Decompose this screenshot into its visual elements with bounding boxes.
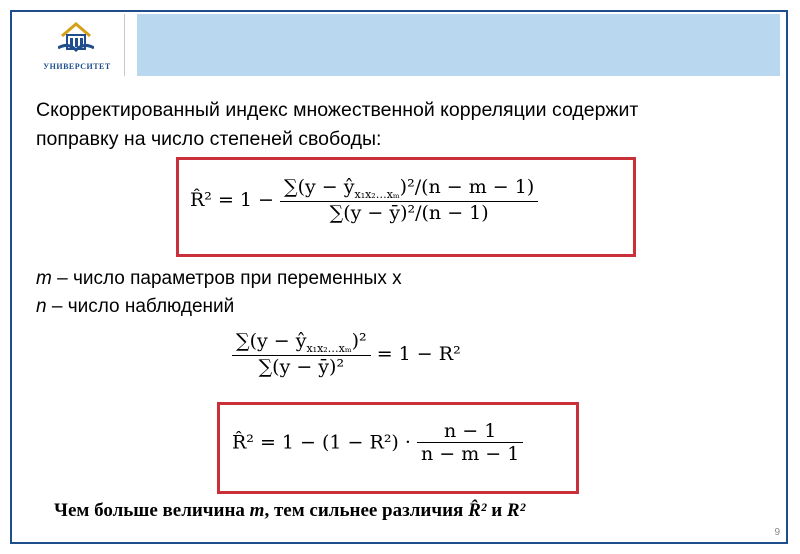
page-number: 9 (774, 527, 780, 538)
logo-caption: УНИВЕРСИТЕТ (43, 62, 111, 71)
formula-2 (232, 330, 461, 378)
formula-3-denominator: n − m − 1 (420, 443, 520, 465)
formula-3-fraction (417, 420, 523, 465)
formula-2-fraction (232, 330, 371, 378)
intro-line-2: поправку на число степеней свободы: (36, 128, 382, 150)
formula-3 (232, 420, 523, 465)
formula-1-fraction (280, 176, 538, 224)
formula-2-numerator: $\sum(y - ŷ_{x_1x_2\dots x_m})^2$ (232, 330, 371, 356)
intro-line-1: Скорректированный индекс множественной корреляции содержит (36, 99, 639, 121)
formula-2-rhs: = 1 − R² (376, 342, 461, 365)
intro-text (36, 96, 756, 154)
formula-3-lhs: R̂² = 1 − (1 − R²) · (232, 431, 411, 454)
definition-n: n – число наблюдений (36, 296, 235, 317)
definition-m: m – число параметров при переменных x (36, 268, 402, 289)
formula-2-denominator: ∑(y − ȳ)² (258, 355, 345, 378)
conclusion-text: Чем больше величина m, тем сильнее различия R̂² и R² (54, 500, 526, 521)
header-banner (137, 14, 780, 76)
formula-1-numerator: $\sum(y - ŷ_{x_1x_2\dots x_m})^2/(n - m - 1)$ (280, 176, 538, 202)
formula-1-lhs: R̂² = 1 − (190, 188, 274, 211)
formula-3-numerator: n − 1 (417, 420, 523, 443)
formula-1-denominator: ∑(y − ȳ)²/(n − 1) (329, 201, 489, 224)
formula-1 (190, 176, 538, 224)
crest-icon (58, 18, 94, 54)
university-logo (28, 14, 125, 76)
